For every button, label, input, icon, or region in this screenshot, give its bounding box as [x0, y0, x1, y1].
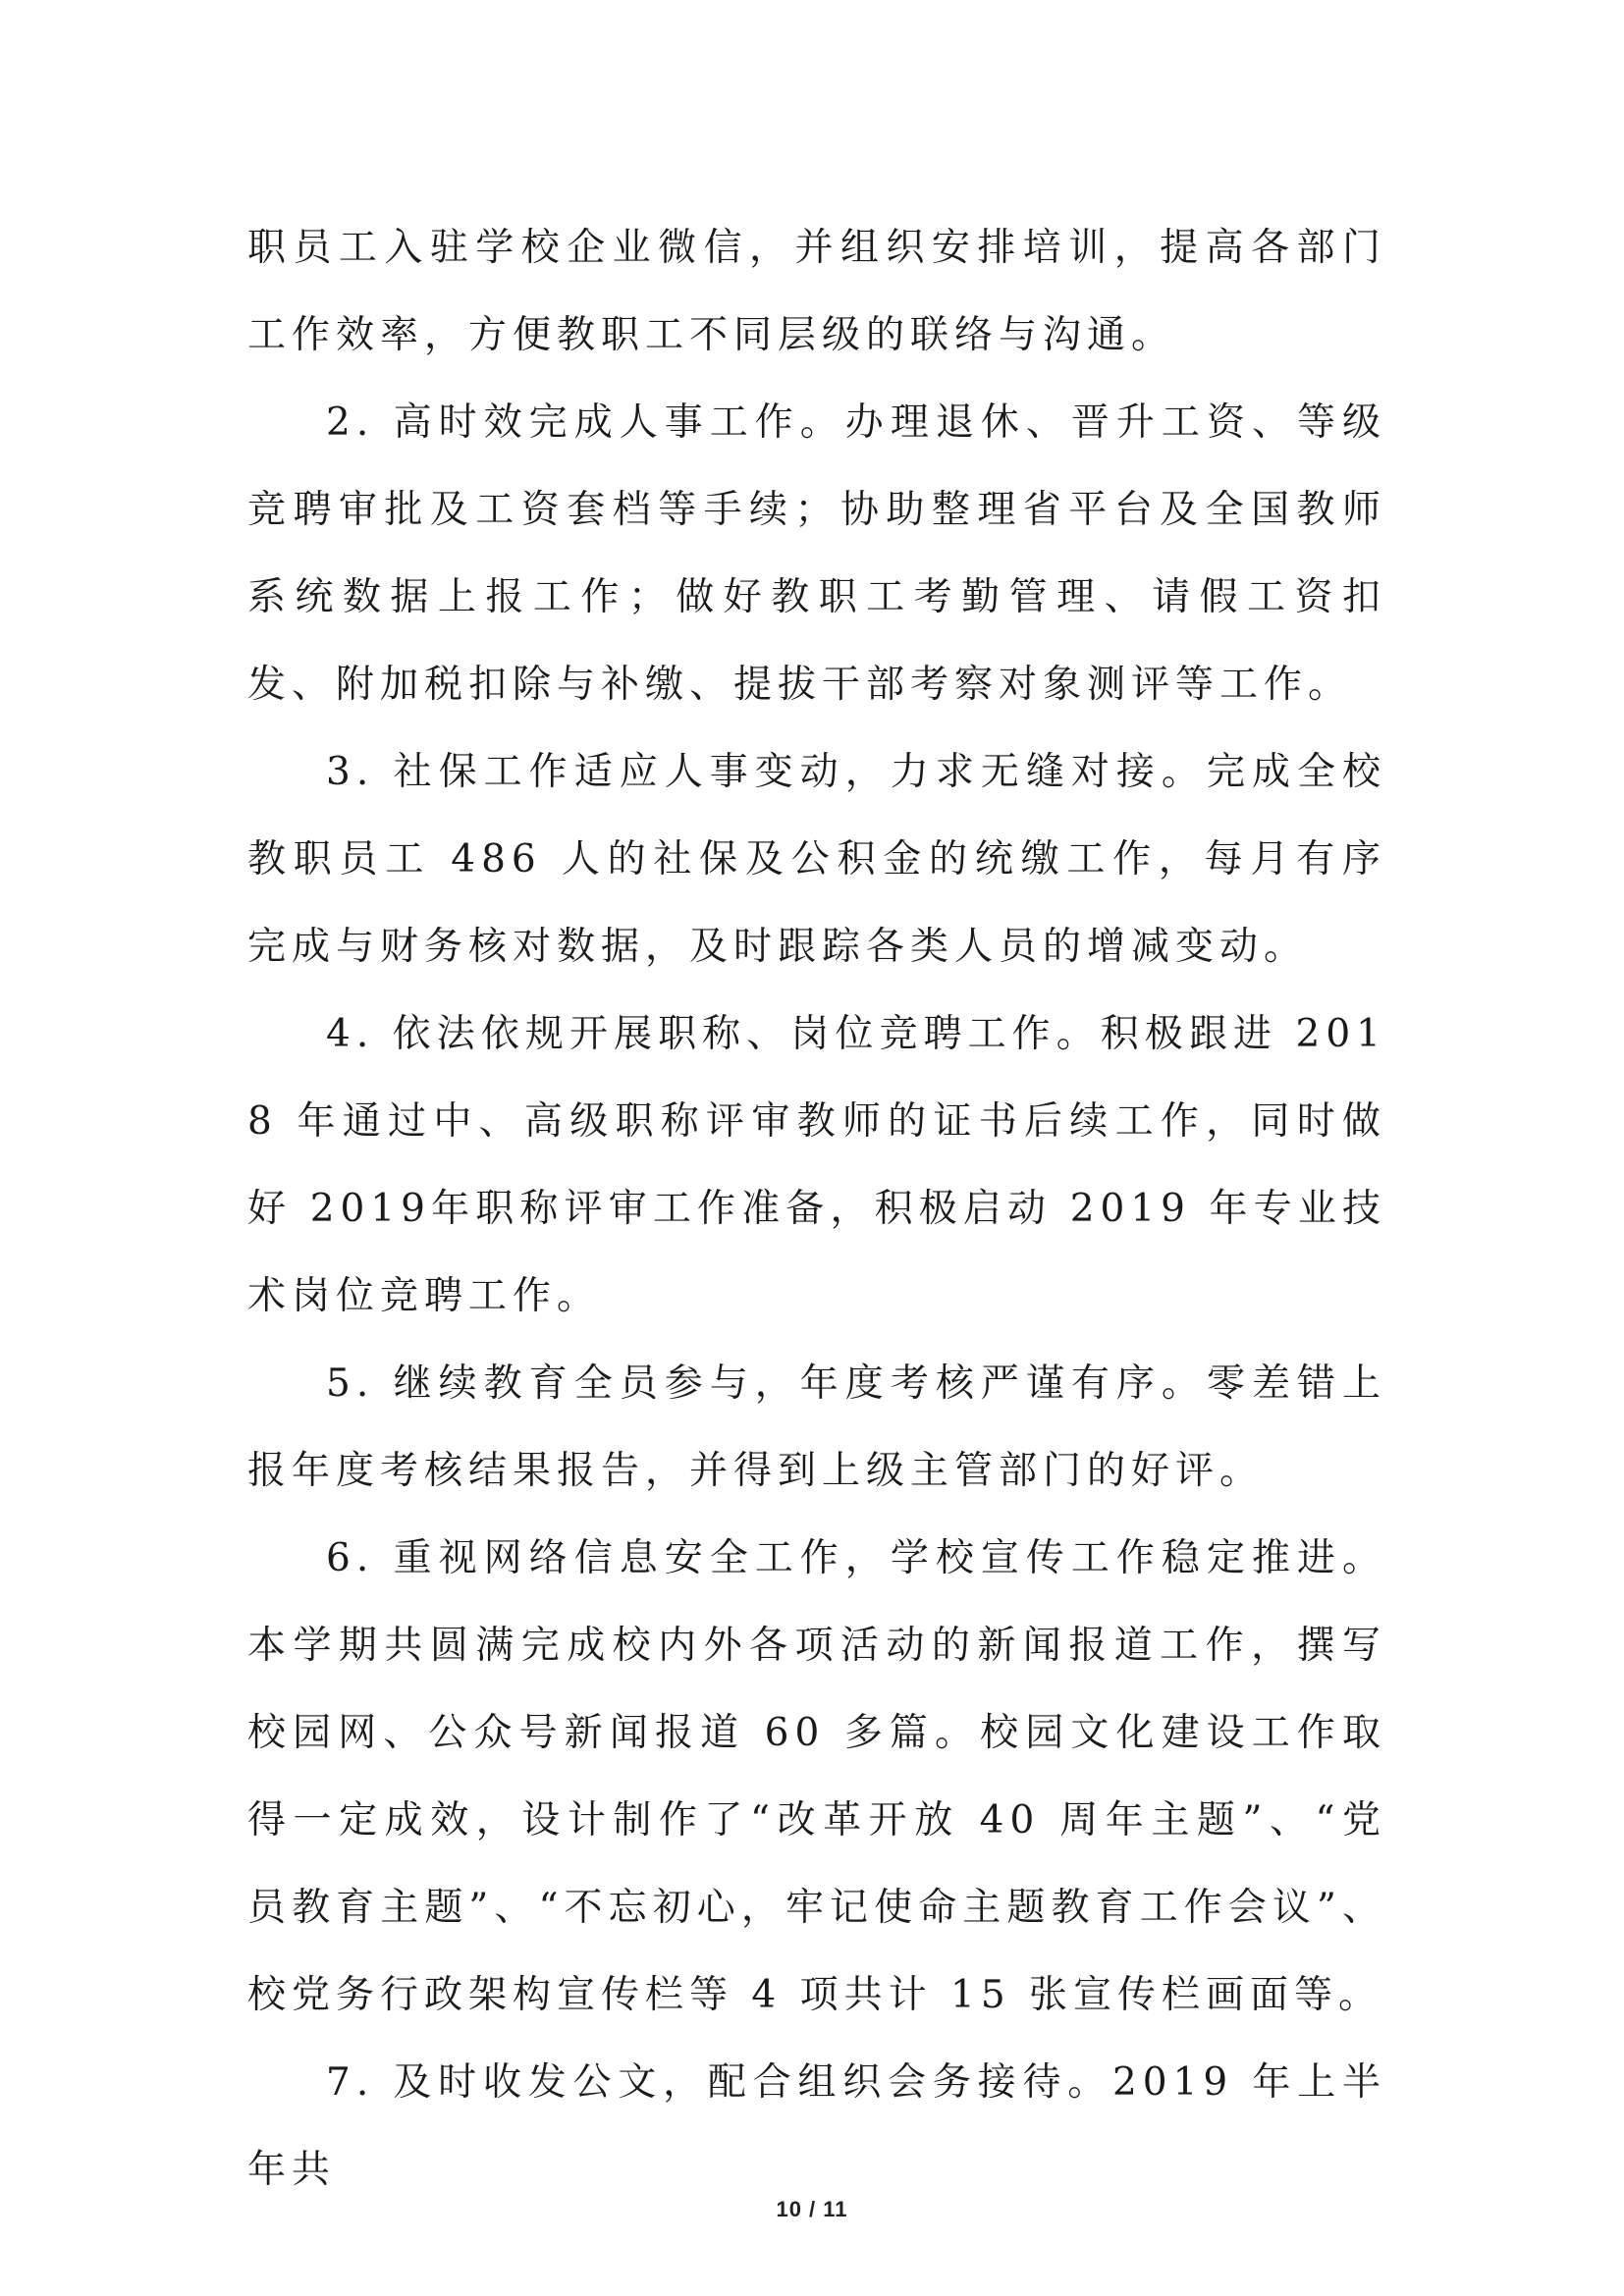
paragraph-item-4: 4. 依法依规开展职称、岗位竞聘工作。积极跟进 2018 年通过中、高级职称评审教师的证书后续工作，同时做好 2019年职称评审工作准备，积极启动 2019 年专业技术岗位竞聘工作。	[247, 1012, 1386, 1318]
paragraph-item-5: 5. 继续教育全员参与，年度考核严谨有序。零差错上报年度考核结果报告，并得到上级主管部门的好评。	[247, 1362, 1386, 1493]
page-number: 10 / 11	[776, 2197, 848, 2221]
paragraph-item-2: 2. 高时效完成人事工作。办理退休、晋升工资、等级竞聘审批及工资套档等手续；协助整理省平台及全国教师系统数据上报工作；做好教职工考勤管理、请假工资扣发、附加税扣除与补缴、提拔干部考察对象测评等工作。	[247, 400, 1386, 707]
paragraph-item-7: 7. 及时收发公文，配合组织会务接待。2019 年上半年共	[247, 2060, 1386, 2192]
paragraph-item-3: 3. 社保工作适应人事变动，力求无缝对接。完成全校教职员工 486 人的社保及公积金的统缴工作，每月有序完成与财务核对数据，及时跟踪各类人员的增减变动。	[247, 750, 1386, 969]
paragraph-continuation: 职员工入驻学校企业微信，并组织安排培训，提高各部门工作效率，方便教职工不同层级的联络与沟通。	[247, 226, 1386, 357]
document-body	[247, 204, 1386, 2214]
paragraph-item-6: 6. 重视网络信息安全工作，学校宣传工作稳定推进。本学期共圆满完成校内外各项活动的新闻报道工作，撰写校园网、公众号新闻报道 60 多篇。校园文化建设工作取得一定成效，设计制作了“改革开放 40 周年主题”、“党员教育主题”、“不忘初心，牢记使命主题教育工作会议”、校党务行政架构宣传栏等 4 项共计 15 张宣传栏画面等。	[247, 1536, 1386, 2017]
